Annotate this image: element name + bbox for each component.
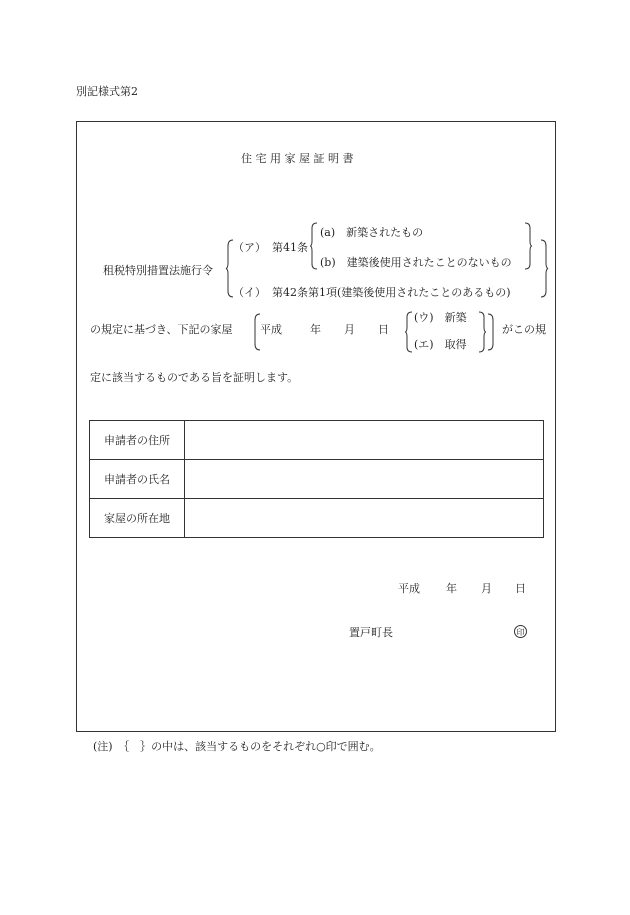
article41-left-brace bbox=[310, 223, 318, 269]
item-i-text: 第42条第1項(建築後使用されたことのあるもの) bbox=[272, 286, 511, 299]
sub-item-b: (b) 建築後使用されたことのないもの bbox=[320, 256, 512, 269]
clause-era: 平成 bbox=[260, 323, 282, 336]
date-right-bracket bbox=[488, 314, 494, 350]
table-row bbox=[90, 460, 544, 499]
issue-year: 年 bbox=[446, 582, 457, 595]
item-a-label: （ア） bbox=[233, 241, 266, 254]
document-title: 住 宅 用 家 屋 証 明 書 bbox=[241, 152, 354, 165]
item-a-article: 第41条 bbox=[272, 241, 308, 254]
decree-right-brace bbox=[540, 240, 548, 297]
clause-month: 月 bbox=[344, 323, 355, 336]
applicant-name-label: 申請者の氏名 bbox=[90, 460, 185, 499]
sub-item-a: (a) 新築されたもの bbox=[320, 226, 424, 239]
issue-era: 平成 bbox=[398, 582, 420, 595]
table-row bbox=[90, 499, 544, 538]
applicant-address-label: 申請者の住所 bbox=[90, 421, 185, 460]
clause-line-2: 定に該当するものである旨を証明します。 bbox=[90, 371, 299, 384]
clause-suffix: がこの規 bbox=[502, 323, 546, 336]
article41-right-brace bbox=[524, 223, 532, 269]
issue-month: 月 bbox=[481, 582, 492, 595]
house-location-field[interactable] bbox=[185, 499, 544, 538]
applicant-info-table bbox=[89, 420, 544, 538]
clause-day: 日 bbox=[378, 323, 389, 336]
table-row bbox=[90, 421, 544, 460]
option-new-build: (ウ) 新築 bbox=[414, 311, 467, 324]
acquire-right-brace bbox=[478, 312, 486, 352]
option-acquire: (エ) 取得 bbox=[414, 338, 467, 351]
form-number-label: 別記様式第2 bbox=[76, 85, 138, 98]
acquire-left-brace bbox=[405, 312, 413, 352]
footnote: (注) ｛ ｝の中は、該当するものをそれぞれ○印で囲む。 bbox=[93, 740, 381, 753]
signer-title: 置戸町長 bbox=[349, 626, 393, 639]
item-i-label: （イ） bbox=[233, 286, 266, 299]
applicant-name-field[interactable] bbox=[185, 460, 544, 499]
clause-prefix: の規定に基づき、下記の家屋 bbox=[90, 323, 233, 336]
decree-name: 租税特別措置法施行令 bbox=[103, 264, 213, 277]
clause-year: 年 bbox=[310, 323, 321, 336]
seal-stamp-mark: 印 bbox=[514, 625, 527, 638]
house-location-label: 家屋の所在地 bbox=[90, 499, 185, 538]
applicant-address-field[interactable] bbox=[185, 421, 544, 460]
issue-day: 日 bbox=[515, 582, 526, 595]
